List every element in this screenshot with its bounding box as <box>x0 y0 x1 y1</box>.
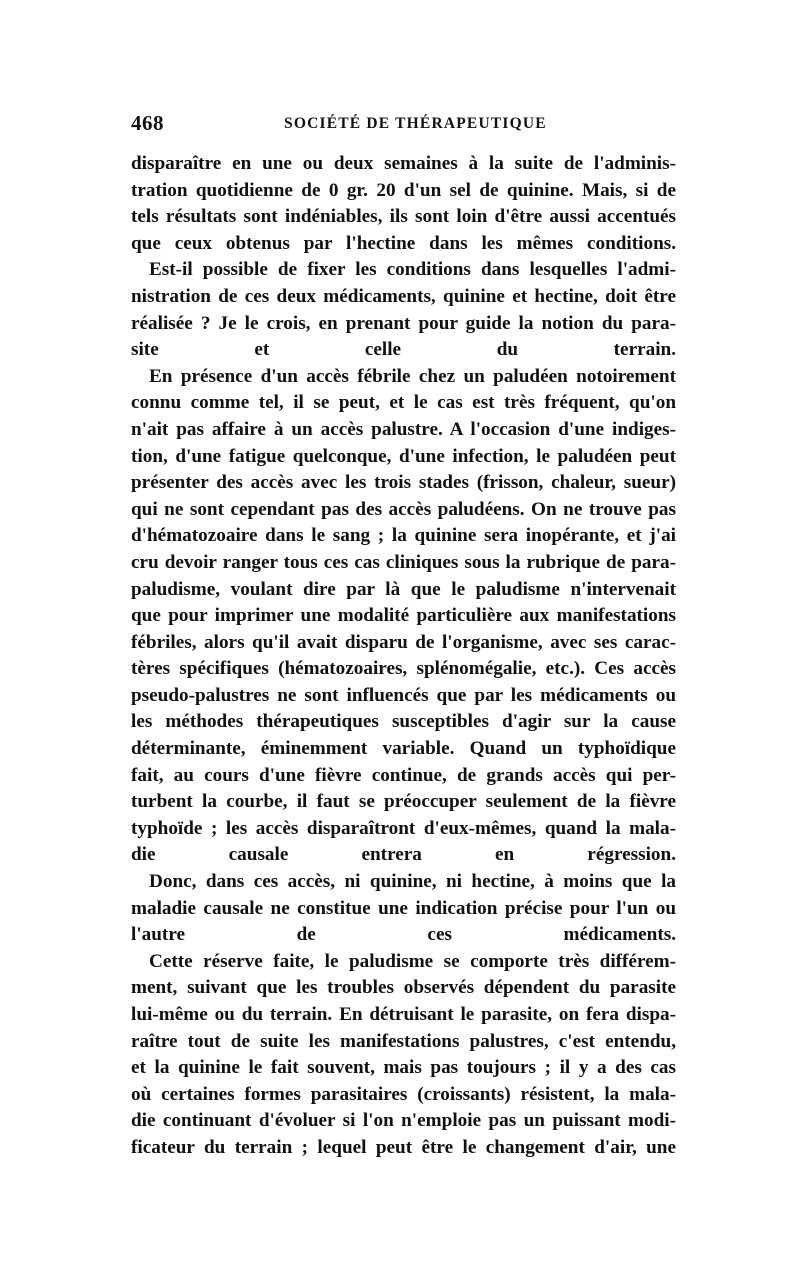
paragraph: En présence d'un accès fébrile chez un paludéen notoirement connu comme tel, il se peut, et le cas est très fréquent, qu'on n'ait pas affaire à un accès palustre. A l'occasion d'une indiges- tion, d'une fatigue quelconque, d'une infection, le paludéen peut présenter des accès avec les trois stades (frisson, chaleur, sueur) qui ne sont cependant pas des accès paludéens. On ne trouve pas d'hématozoaire dans le sang ; la quinine sera inopérante, et j'ai cru devoir ranger tous ces cas cliniques sous la rubrique de para- paludisme, voulant dire par là que le paludisme n'intervenait que pour imprimer une modalité particulière aux manifestations fébriles, alors qu'il avait disparu de l'organisme, avec ses carac- tères spécifiques (hématozoaires, splénomégalie, etc.). Ces accès pseudo-palustres ne sont influencés que par les médicaments ou les méthodes thérapeutiques susceptibles d'agir sur la cause déterminante, éminemment variable. Quand un typhoïdique fait, au cours d'une fièvre continue, de grands accès qui per- turbent la courbe, il faut se préoccuper seulement de la fièvre typhoïde ; les accès disparaîtront d'eux-mêmes, quand la mala- die causale entrera en régression. <box>131 365 676 866</box>
body-text <box>131 151 676 1162</box>
paragraph: disparaître en une ou deux semaines à la suite de l'adminis- tration quotidienne de 0 gr. 20 d'un sel de quinine. Mais, si de tels résultats sont indéniables, ils sont loin d'être aussi accentués que ceux obtenus par l'hectine dans les mêmes conditions. <box>131 153 676 254</box>
running-head <box>131 111 676 139</box>
paragraph: Est-il possible de fixer les conditions dans lesquelles l'admi- nistration de ces deux médicaments, quinine et hectine, doit être réalisée ? Je le crois, en prenant pour guide la notion du para- site et celle du terrain. <box>131 259 676 361</box>
paragraph: Donc, dans ces accès, ni quinine, ni hectine, à moins que la maladie causale ne constitue une indication précise pour l'un ou l'autre de ces médicaments. <box>131 871 676 946</box>
page-number: 468 <box>131 111 164 135</box>
paragraph: Cette réserve faite, le paludisme se comporte très différem- ment, suivant que les troubles observés dépendent du parasite lui-même ou du terrain. En détruisant le parasite, on fera dispa- raître tout de suite les manifestations palustres, c'est entendu, et la quinine le fait souvent, mais pas toujours ; il y a des cas où certaines formes parasitaires (croissants) résistent, la mala- die continuant d'évoluer si l'on n'emploie pas un puissant modi- ficateur du terrain ; lequel peut être le changement d'air, une <box>131 950 676 1158</box>
running-title: SOCIÉTÉ DE THÉRAPEUTIQUE <box>284 115 547 132</box>
